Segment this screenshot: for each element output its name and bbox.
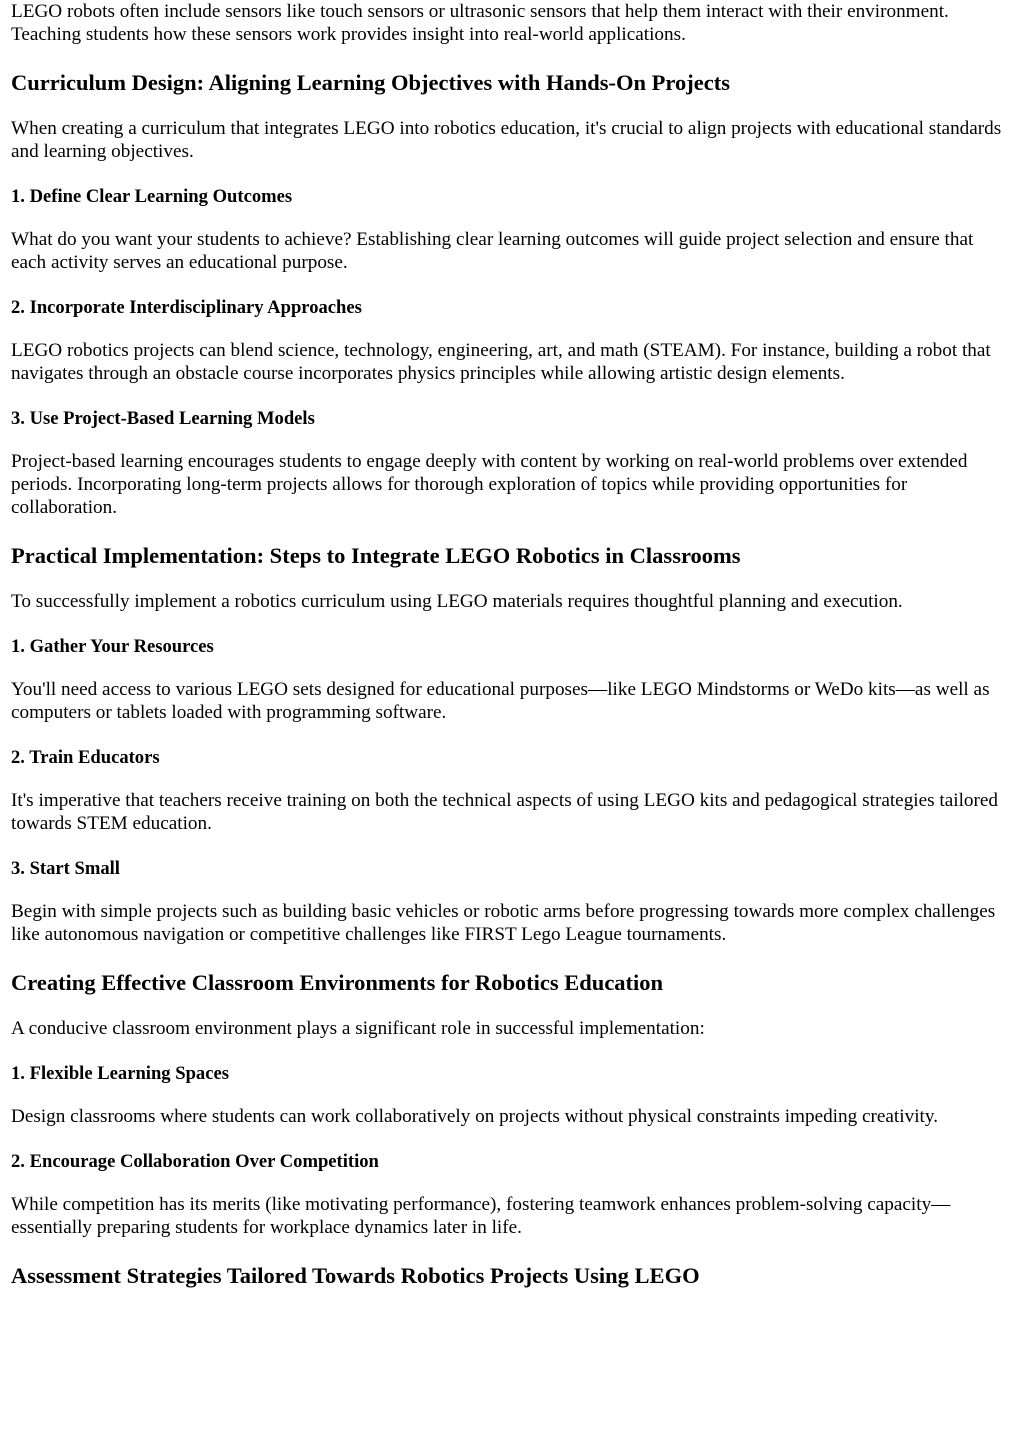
subheading: 1. Gather Your Resources xyxy=(11,636,214,657)
subheading: 2. Train Educators xyxy=(11,747,160,768)
section-heading-practical-implementation: Practical Implementation: Steps to Integrate LEGO Robotics in Classrooms xyxy=(11,543,741,568)
section-heading-curriculum-design: Curriculum Design: Aligning Learning Objectives with Hands-On Projects xyxy=(11,70,730,95)
paragraph: It's imperative that teachers receive training on both the technical aspects of using LEGO kits and pedagogical strategies tailored towards STEM education. xyxy=(11,790,999,834)
paragraph: Begin with simple projects such as building basic vehicles or robotic arms before progressing towards more complex challenges like autonomous navigation or competitive challenges like FIRST Lego League tournaments. xyxy=(11,901,996,945)
subheading: 2. Incorporate Interdisciplinary Approaches xyxy=(11,297,362,318)
paragraph: LEGO robotics projects can blend science, technology, engineering, art, and math (STEAM). For instance, building a robot that navigates through an obstacle course incorporates physics principles while allowing artistic design elements. xyxy=(11,340,991,384)
paragraph: What do you want your students to achieve? Establishing clear learning outcomes will guide project selection and ensure that each activity serves an educational purpose. xyxy=(11,229,974,273)
paragraph: While competition has its merits (like motivating performance), fostering teamwork enhances problem-solving capacity—essentially preparing students for workplace dynamics later in life. xyxy=(11,1194,951,1238)
section-heading-classroom-environments: Creating Effective Classroom Environments for Robotics Education xyxy=(11,970,664,995)
section-intro: When creating a curriculum that integrates LEGO into robotics education, it's crucial to align projects with educational standards and learning objectives. xyxy=(11,118,1002,162)
section-intro: A conducive classroom environment plays a significant role in successful implementation: xyxy=(11,1018,705,1039)
intro-paragraph: LEGO robots often include sensors like touch sensors or ultrasonic sensors that help them interact with their environment. Teaching students how these sensors work provides insight into real-world applications. xyxy=(11,1,949,45)
subheading: 3. Start Small xyxy=(11,858,120,879)
subheading: 1. Define Clear Learning Outcomes xyxy=(11,186,293,207)
paragraph: Design classrooms where students can work collaboratively on projects without physical constraints impeding creativity. xyxy=(11,1106,938,1127)
section-intro: To successfully implement a robotics curriculum using LEGO materials requires thoughtful planning and execution. xyxy=(11,591,903,612)
subheading: 2. Encourage Collaboration Over Competition xyxy=(11,1151,379,1172)
section-heading-assessment-strategies: Assessment Strategies Tailored Towards Robotics Projects Using LEGO xyxy=(11,1263,700,1288)
paragraph: Project-based learning encourages students to engage deeply with content by working on real-world problems over extended periods. Incorporating long-term projects allows for thorough exploration of topics while providing opportunities for collaboration. xyxy=(11,451,968,518)
subheading: 3. Use Project-Based Learning Models xyxy=(11,408,315,429)
paragraph: You'll need access to various LEGO sets designed for educational purposes—like LEGO Mindstorms or WeDo kits—as well as computers or tablets loaded with programming software. xyxy=(11,679,990,723)
subheading: 1. Flexible Learning Spaces xyxy=(11,1063,229,1084)
